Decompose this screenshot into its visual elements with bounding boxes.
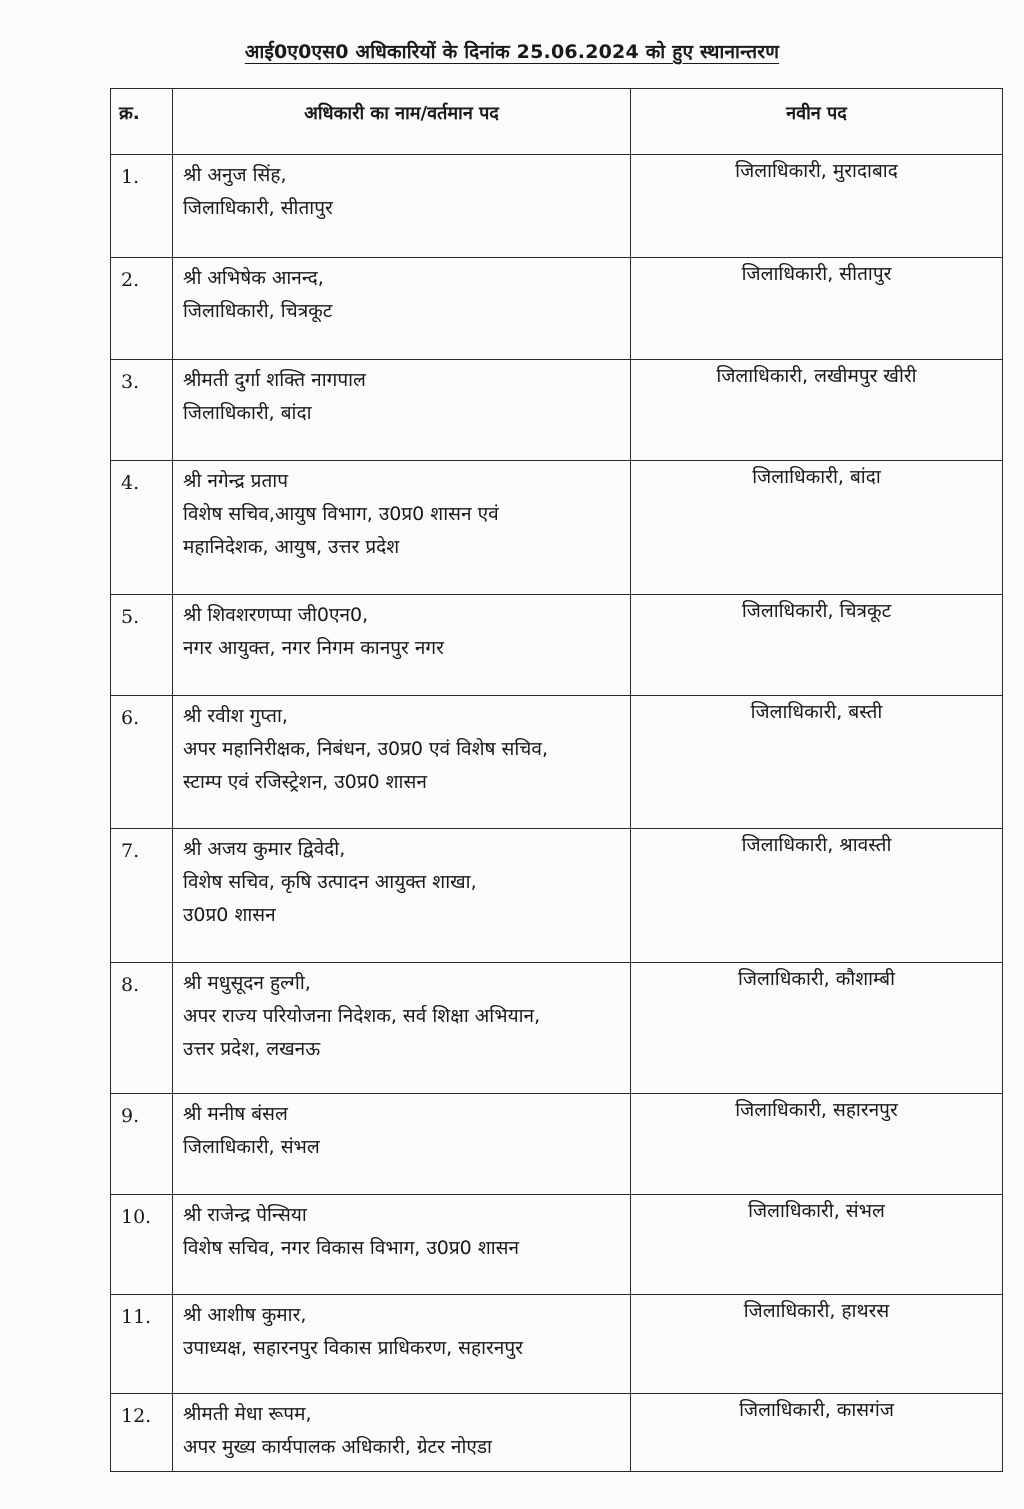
row-serial: 5. (111, 595, 173, 696)
officer-line: श्री अनुज सिंह, (183, 164, 287, 186)
row-serial: 10. (111, 1195, 173, 1295)
table-row (111, 258, 1003, 360)
officer-line: विशेष सचिव, कृषि उत्पादन आयुक्त शाखा, (183, 871, 477, 893)
officer-line: श्रीमती मेधा रूपम, (183, 1403, 312, 1425)
row-new-post: जिलाधिकारी, हाथरस (631, 1295, 1003, 1394)
officer-line: विशेष सचिव, नगर विकास विभाग, उ0प्र0 शासन (183, 1237, 520, 1259)
row-new-post: जिलाधिकारी, सहारनपुर (631, 1094, 1003, 1195)
officer-line: श्री राजेन्द्र पेन्सिया (183, 1204, 307, 1226)
officer-line: श्री मनीष बंसल (183, 1103, 288, 1125)
officer-line: जिलाधिकारी, संभल (183, 1136, 320, 1158)
row-serial: 2. (111, 258, 173, 360)
officer-line: उ0प्र0 शासन (183, 904, 276, 926)
officer-line: जिलाधिकारी, सीतापुर (183, 197, 333, 219)
row-officer (173, 258, 631, 360)
row-officer (173, 696, 631, 829)
row-officer (173, 461, 631, 595)
officer-line: नगर आयुक्त, नगर निगम कानपुर नगर (183, 637, 444, 659)
table-row (111, 595, 1003, 696)
officer-line: अपर महानिरीक्षक, निबंधन, उ0प्र0 एवं विशेष सचिव, (183, 738, 548, 760)
document-title (0, 38, 1024, 64)
header-serial: क्र. (111, 89, 173, 155)
row-serial: 12. (111, 1394, 173, 1472)
officer-line: विशेष सचिव,आयुष विभाग, उ0प्र0 शासन एवं (183, 503, 499, 525)
officer-line: श्री आशीष कुमार, (183, 1304, 307, 1326)
row-officer (173, 829, 631, 963)
table-row (111, 461, 1003, 595)
officer-line: श्री रवीश गुप्ता, (183, 705, 288, 727)
row-serial: 9. (111, 1094, 173, 1195)
row-new-post: जिलाधिकारी, कौशाम्बी (631, 963, 1003, 1094)
table-header-row (111, 89, 1003, 155)
row-officer (173, 1195, 631, 1295)
officer-line: जिलाधिकारी, बांदा (183, 402, 312, 424)
header-officer: अधिकारी का नाम/वर्तमान पद (173, 89, 631, 155)
officer-line: स्टाम्प एवं रजिस्ट्रेशन, उ0प्र0 शासन (183, 771, 427, 793)
row-serial: 4. (111, 461, 173, 595)
row-officer (173, 595, 631, 696)
row-new-post: जिलाधिकारी, मुरादाबाद (631, 155, 1003, 258)
row-officer (173, 155, 631, 258)
row-new-post: जिलाधिकारी, बांदा (631, 461, 1003, 595)
row-serial: 8. (111, 963, 173, 1094)
table-body (111, 155, 1003, 1472)
row-new-post: जिलाधिकारी, श्रावस्ती (631, 829, 1003, 963)
officer-line: उत्तर प्रदेश, लखनऊ (183, 1038, 321, 1060)
officer-line: उपाध्यक्ष, सहारनपुर विकास प्राधिकरण, सहारनपुर (183, 1337, 523, 1359)
transfer-table (110, 88, 1003, 1472)
row-serial: 3. (111, 360, 173, 461)
row-officer (173, 963, 631, 1094)
officer-line: श्रीमती दुर्गा शक्ति नागपाल (183, 369, 366, 391)
officer-line: श्री अभिषेक आनन्द, (183, 267, 324, 289)
row-officer (173, 360, 631, 461)
row-new-post: जिलाधिकारी, चित्रकूट (631, 595, 1003, 696)
table-row (111, 1394, 1003, 1472)
row-serial: 7. (111, 829, 173, 963)
table-row (111, 360, 1003, 461)
row-officer (173, 1295, 631, 1394)
officer-line: महानिदेशक, आयुष, उत्तर प्रदेश (183, 536, 400, 558)
row-new-post: जिलाधिकारी, बस्ती (631, 696, 1003, 829)
title-text: आई0ए0एस0 अधिकारियों के दिनांक 25.06.2024 को हुए स्थानान्तरण (244, 41, 780, 63)
row-new-post: जिलाधिकारी, सीतापुर (631, 258, 1003, 360)
table-row (111, 696, 1003, 829)
officer-line: अपर राज्य परियोजना निदेशक, सर्व शिक्षा अभियान, (183, 1005, 541, 1027)
row-serial: 1. (111, 155, 173, 258)
officer-line: श्री नगेन्द्र प्रताप (183, 470, 289, 492)
row-serial: 11. (111, 1295, 173, 1394)
header-new-post: नवीन पद (631, 89, 1003, 155)
row-officer (173, 1094, 631, 1195)
table-row (111, 1295, 1003, 1394)
row-new-post: जिलाधिकारी, कासगंज (631, 1394, 1003, 1472)
table-row (111, 963, 1003, 1094)
row-officer (173, 1394, 631, 1472)
officer-line: श्री अजय कुमार द्विवेदी, (183, 838, 346, 860)
table-row (111, 829, 1003, 963)
row-new-post: जिलाधिकारी, संभल (631, 1195, 1003, 1295)
table-row (111, 155, 1003, 258)
row-new-post: जिलाधिकारी, लखीमपुर खीरी (631, 360, 1003, 461)
table-row (111, 1195, 1003, 1295)
row-serial: 6. (111, 696, 173, 829)
officer-line: श्री शिवशरणप्पा जी0एन0, (183, 604, 369, 626)
table-row (111, 1094, 1003, 1195)
officer-line: श्री मधुसूदन हुल्गी, (183, 972, 311, 994)
officer-line: अपर मुख्य कार्यपालक अधिकारी, ग्रेटर नोएडा (183, 1436, 492, 1458)
officer-line: जिलाधिकारी, चित्रकूट (183, 300, 333, 322)
